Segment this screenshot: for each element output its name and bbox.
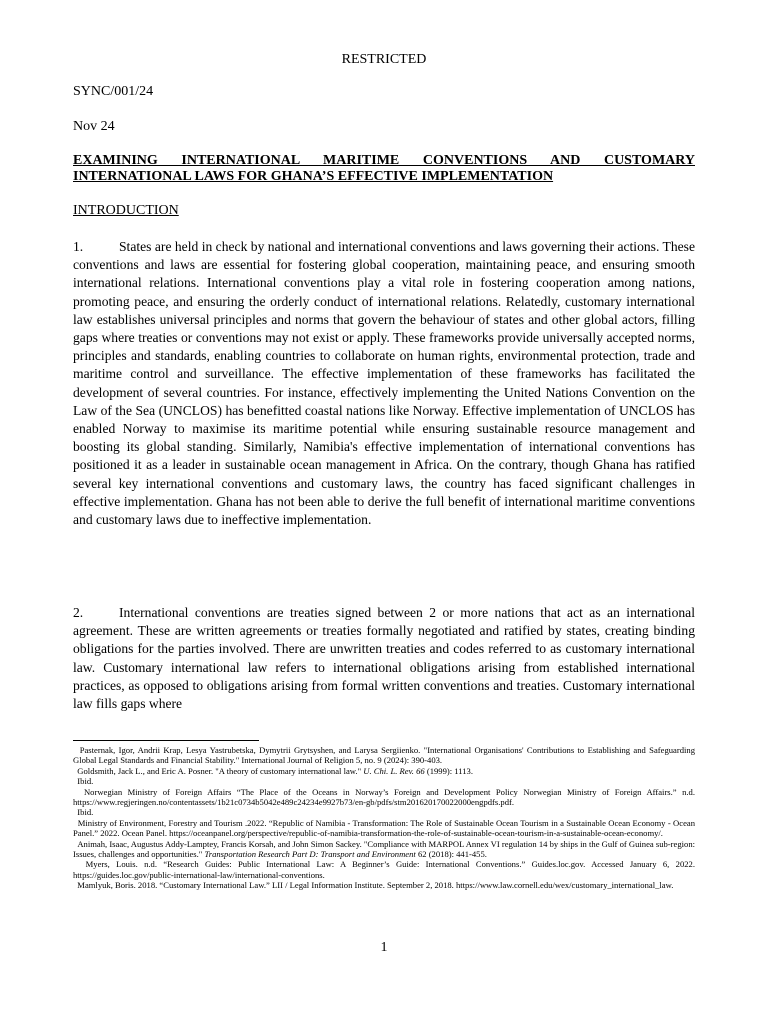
footnote-text: Animah, Isaac, Augustus Addy-Lamptey, Francis Korsah, and John Simon Sackey. "Compliance with MARPOL Annex VI regulation 14 by ships in the Gulf of Guinea sub-region: Issues, challenges and opportunities." xyxy=(73,838,696,860)
footnote-text: Pasternak, Igor, Andrii Krap, Lesya Yastrubetska, Dymytrii Grytsyshen, and Larysa Sergiienko. "International Organisations' Contributions to Establishing and Safeguarding Global Legal Standards and Financial Stability." International Journal of Religion 5, no. 9 (2024): 390-403. xyxy=(73,745,695,766)
paragraph-1 xyxy=(73,238,695,529)
paragraph-text: States are held in check by national and international conventions and laws governing their actions. These conventions and laws are essential for fostering global cooperation, maintaining peace, and ensuring smooth international relations. International conventions play a vital role in fostering cooperation among nations, promoting peace, and ensuring the orderly conduct of international relations. Relatedly, customary international law establishes universal principles and norms that govern the behaviour of states and other global actors, filling gaps where treaties or conventions may not exist or apply. These frameworks provide universally accepted norms, principles and standards, enabling countries to collaborate on human rights, environmental protection, trade and maritime control and surveillance. The effective implementation of these frameworks has facilitated the development of several countries. For instance, effectively implementing the United Nations Convention on the Law of the Sea (UNCLOS) has benefitted coastal nations like Norway. Effective implementation of UNCLOS has enabled Norway to maximise its maritime potential while ensuring sustainable resource management and boosting its global standing. Similarly, Namibia's effective implementation of international conventions has positioned it as a leader in sustainable ocean management in Africa. On the contrary, though Ghana has ratified several key international conventions and customary laws, the country has faced significant challenges in effective implementation. Ghana has not been able to derive the full benefit of international maritime conventions and customary laws due to ineffective implementation. xyxy=(73,239,695,528)
footnote-text: Ministry of Environment, Forestry and Tourism .2022. “Republic of Namibia - Transformation: The Role of Sustainable Ocean Tourism in a Sustainable Ocean Economy - Ocean Panel.” 2022. Ocean Panel. https://oceanpanel.org/perspective/republic-of-namibia-transformation-the-role-of-sustainable-ocean-tourism-in-a-sustainable-ocean-economy/. xyxy=(73,817,695,839)
footnote xyxy=(73,776,695,786)
page-number: 1 xyxy=(380,940,388,955)
footnote-journal: Transportation Research Part D: Transport and Environment xyxy=(204,849,416,860)
footnote xyxy=(73,745,695,766)
footnote-text: Mamlyuk, Boris. 2018. “Customary International Law.” LII / Legal Information Institute. September 2, 2018. https://www.law.cornell.edu/wex/customary_international_law. xyxy=(77,880,674,891)
classification-marking: RESTRICTED xyxy=(341,52,427,67)
footnote xyxy=(73,766,695,776)
paragraph-text: International conventions are treaties signed between 2 or more nations that act as an international agreement. These are written agreements or treaties formally negotiated and ratified by states, creating binding obligations for the parties involved. There are unwritten treaties and codes referred to as customary international law. Customary international law refers to international obligations arising from established international practices, as opposed to obligations arising from formal written conventions and treaties. Customary international law fills gaps where xyxy=(73,605,695,712)
footnote xyxy=(73,859,695,880)
footnote-text: Myers, Louis. n.d. “Research Guides: Public International Law: A Beginner’s Guide: International Conventions.” Guides.loc.gov. Accessed January 6, 2022. https://guides.loc.gov/public-international-law/international-conventions. xyxy=(73,859,695,880)
footnote-text: (1999): 1113. xyxy=(424,765,473,776)
document-date: Nov 24 xyxy=(73,119,115,134)
footnote xyxy=(73,807,695,817)
document-title: EXAMINING INTERNATIONAL MARITIME CONVENTIONS AND CUSTOMARY INTERNATIONAL LAWS FOR GHANA’S EFFECTIVE IMPLEMENTATION xyxy=(73,153,695,184)
footnotes xyxy=(73,745,695,891)
footnote xyxy=(73,880,695,890)
footnote xyxy=(73,818,695,839)
footnote-text: 62 (2018): 441-455. xyxy=(415,849,487,860)
document-reference: SYNC/001/24 xyxy=(73,84,154,99)
footnote xyxy=(73,839,695,860)
footnote-text: Ibid. xyxy=(77,776,94,787)
footnote-separator xyxy=(73,740,259,741)
footnote-text: Ibid. xyxy=(77,807,94,818)
footnote xyxy=(73,787,695,808)
footnote-journal: U. Chi. L. Rev. 66 xyxy=(363,765,425,776)
paragraph-2 xyxy=(73,604,695,713)
footnote-text: Norwegian Ministry of Foreign Affairs “The Place of the Oceans in Norway’s Foreign and Development Policy Norwegian Ministry of Foreign Affairs.” n.d. https://www.regjeringen.no/contentassets/1b21c0734b5042e489c24234e9927b73/en-gb/pdfs/stm201620170022000engpdfs.pdf. xyxy=(73,786,695,808)
paragraph-number: 1. xyxy=(73,239,84,254)
footnote-text: Goldsmith, Jack L., and Eric A. Posner. "A theory of customary international law." xyxy=(77,765,364,776)
section-heading: INTRODUCTION xyxy=(73,203,179,218)
paragraph-number: 2. xyxy=(73,605,84,620)
